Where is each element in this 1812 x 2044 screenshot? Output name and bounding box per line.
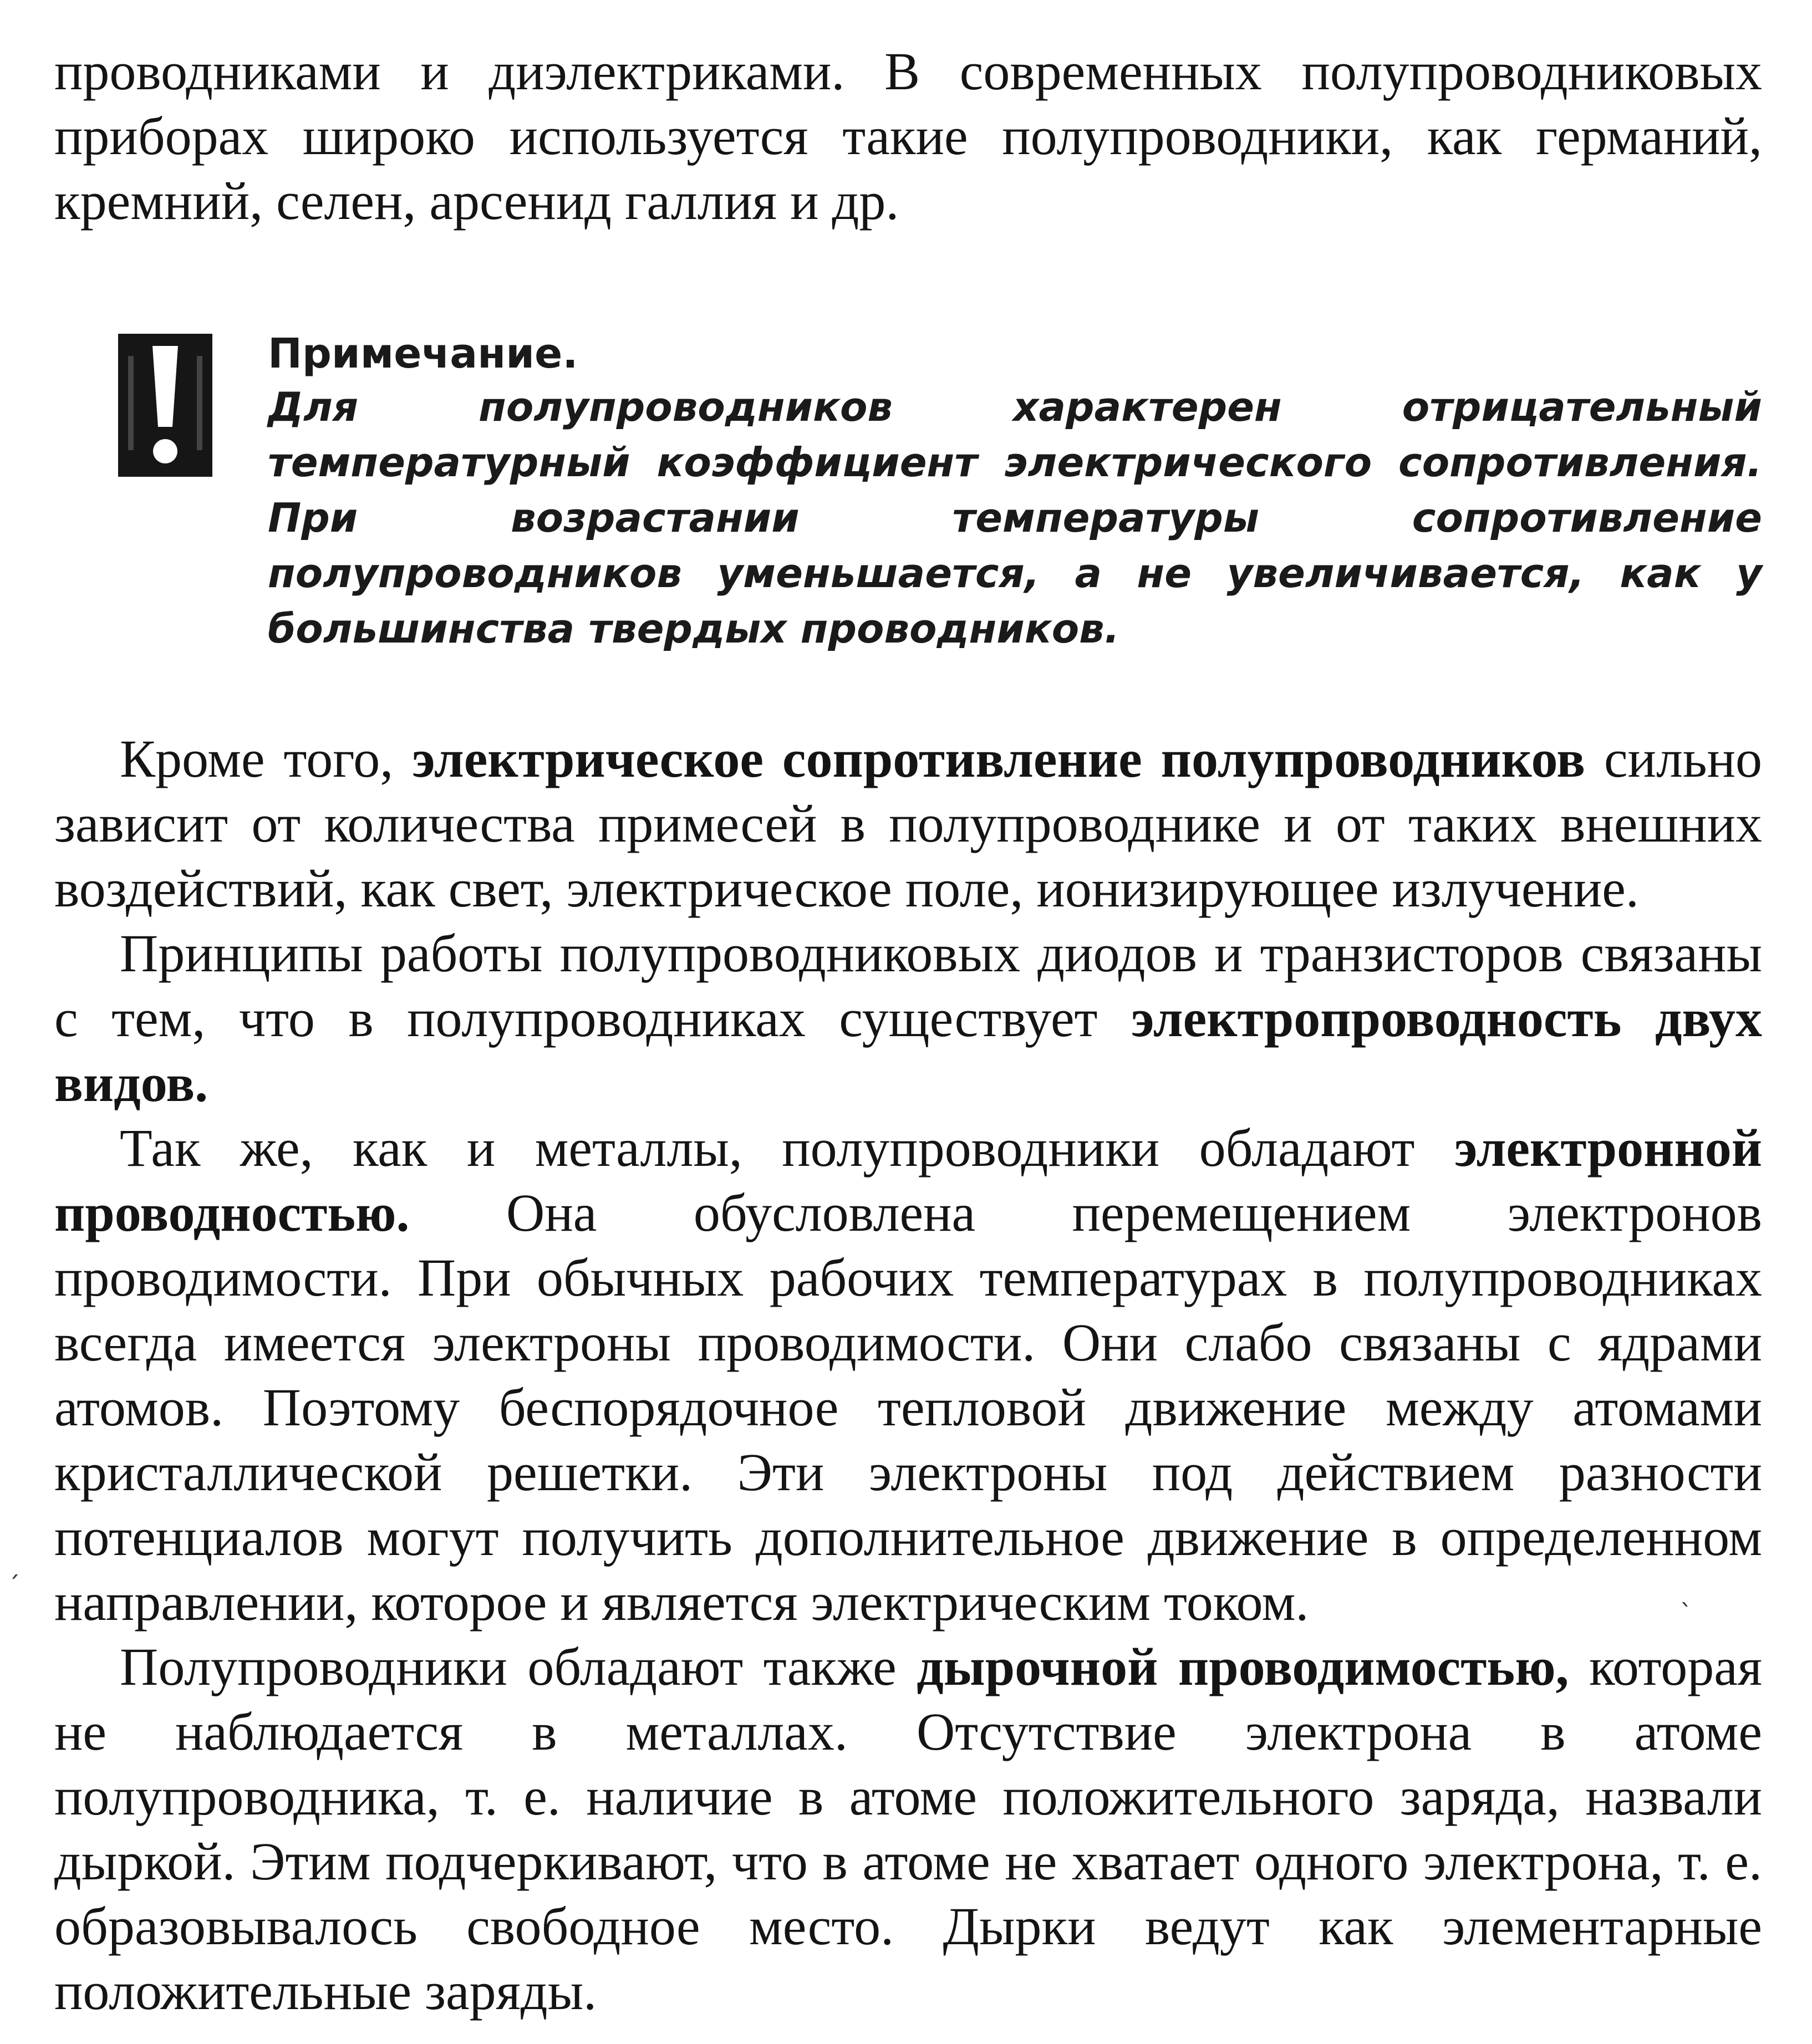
paragraph-resistance-bold: электрическое сопротивление полупроводников: [412, 729, 1585, 788]
exclamation-icon: [118, 334, 212, 477]
paragraph-principles-text-a: Принципы работы полупроводниковых диодов и транзисторов связаны с тем, что в полупроводниках существует: [54, 924, 1762, 1048]
note-text: Для полупроводников характерен отрицательный температурный коэффициент электрического сопротивления. При возрастании температуры сопротивление полупроводников уменьшается, а не увеличивается, как у большинства твердых проводников.: [268, 384, 1762, 652]
note-body: [268, 328, 1762, 656]
scan-mark-right: ˋ: [1680, 1599, 1692, 1628]
paragraph-electronic-text-c: Она обусловлена перемещением электронов проводимости. При обычных рабочих температурах в полупроводниках всегда имеется электроны проводимости. Они слабо связаны с ядрами атомов. Поэтому беспорядочное тепловой движение между атомами кристаллической решетки. Эти электроны под действием разности потенциалов могут получить дополнительное движение в определенном направлении, которое и является электрическим током.: [54, 1183, 1762, 1632]
note-block: [118, 328, 1762, 656]
paragraph-electronic: [54, 1115, 1762, 1634]
paragraph-resistance-text-c: сильно зависит от количества примесей в полупроводнике и от таких внешних воздействий, как свет, электрическое поле, ионизирующее излучение.: [54, 729, 1762, 918]
paragraph-electronic-bold: электронной проводностью.: [54, 1118, 1762, 1242]
note-title: Примечание.: [268, 330, 578, 378]
scan-mark-left: ˊ: [8, 1572, 20, 1600]
paragraph-hole-bold: дырочной проводимостью,: [917, 1637, 1569, 1696]
paragraph-hole-text-c: которая не наблюдается в металлах. Отсутствие электрона в атоме полупроводника, т. е. наличие в атоме положительного заряда, назвали дыркой. Этим подчеркивают, что в атоме не хватает одного электрона, т. е. образовывалось свободное место. Дырки ведут как элементарные положительные заряды.: [54, 1637, 1762, 2021]
paragraph-principles-bold: электропроводность двух видов.: [54, 988, 1763, 1113]
paragraph-hole-text-a: Полупроводники обладают также: [120, 1637, 917, 1696]
intro-paragraph: проводниками и диэлектриками. В современных полупроводниковых приборах широко используется такие полупроводники, как германий, кремний, селен, арсенид галлия и др.: [54, 42, 1762, 231]
paragraph-resistance-text-a: Кроме того,: [120, 729, 413, 788]
paragraph-electronic-text-a: Так же, как и металлы, полупроводники обладают: [120, 1118, 1454, 1178]
paragraph-principles: [54, 921, 1762, 1115]
page-content: [54, 39, 1762, 2023]
paragraph-resistance: [54, 726, 1762, 921]
paragraph-hole: [54, 1634, 1762, 2023]
